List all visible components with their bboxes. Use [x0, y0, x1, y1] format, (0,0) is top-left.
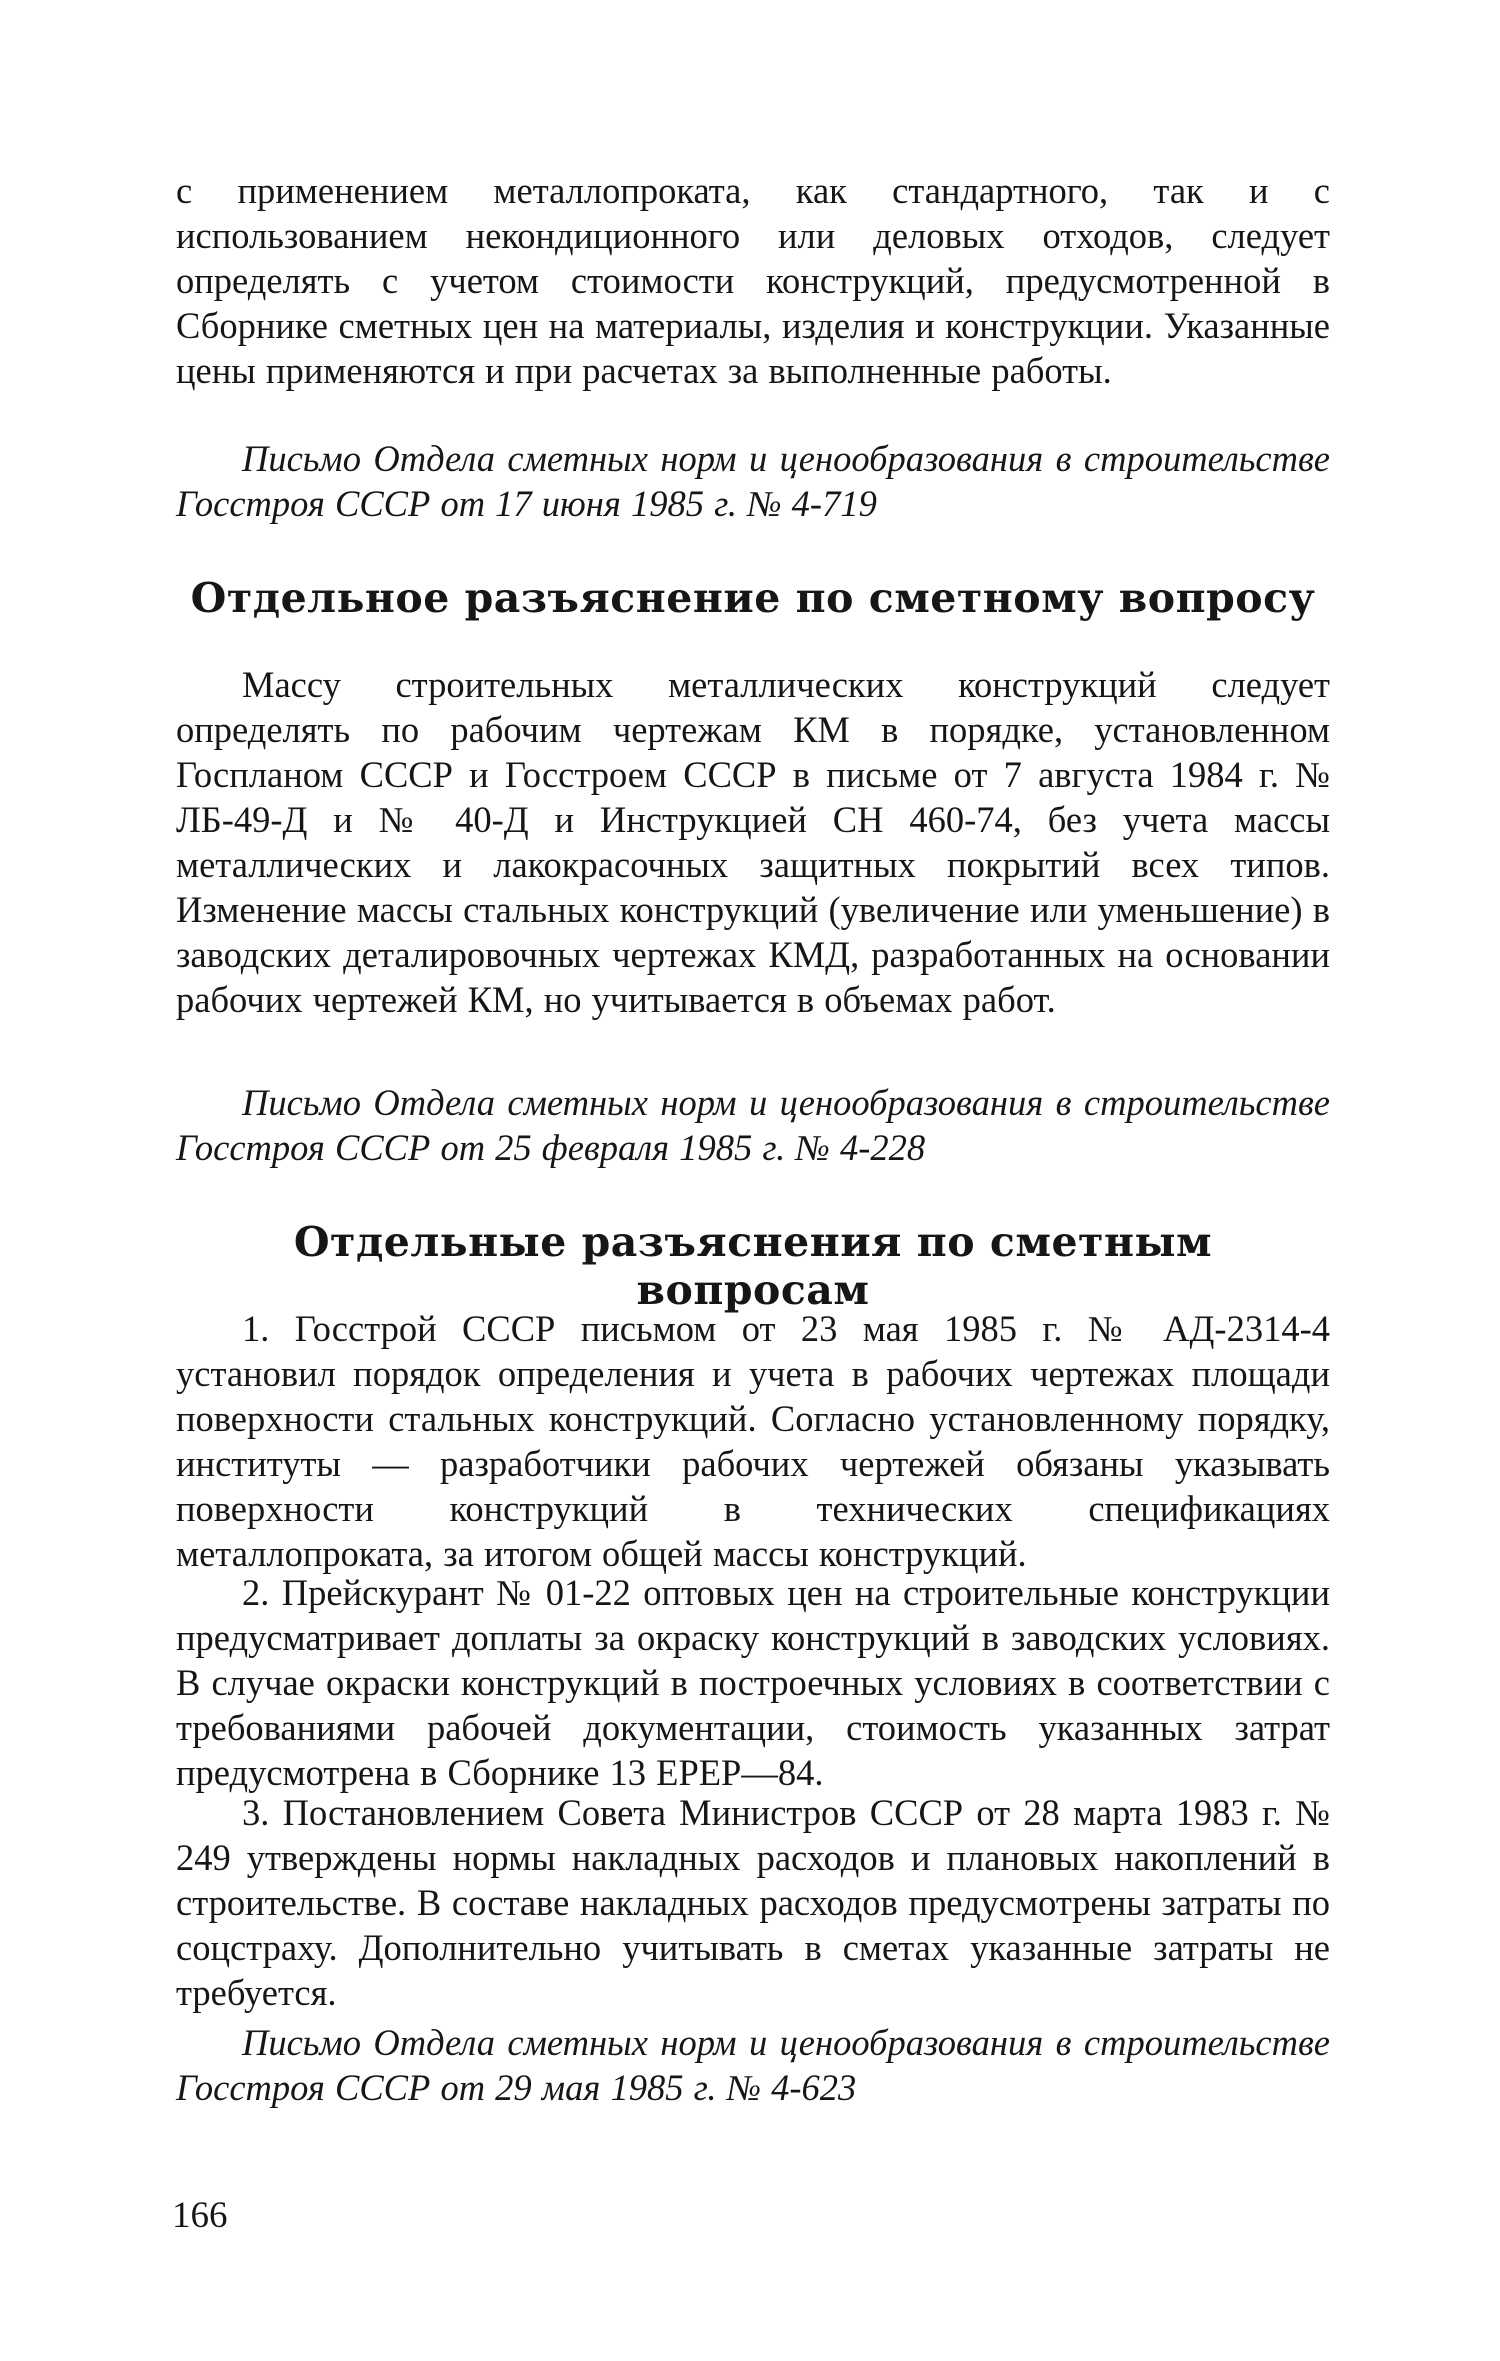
source-note-3: Письмо Отдела сметных норм и ценообразования в строительстве Госстроя СССР от 29 мая 1985 г. № 4-623 [176, 2022, 1330, 2108]
source-note-2: Письмо Отдела сметных норм и ценообразования в строительстве Госстроя СССР от 25 февраля 1985 г. № 4-228 [176, 1082, 1330, 1168]
numbered-item-3: 3. Постановлением Совета Министров СССР от 28 марта 1983 г. № 249 утверждены нормы накладных расходов и плановых накоплений в строительстве. В составе накладных расходов предусмотрены затраты по соцстраху. Дополнительно учитывать в сметах указанные затраты не требуется. [176, 1792, 1330, 2013]
section-heading-2: Отдельные разъяснения по сметным вопросам [293, 1218, 1213, 1314]
source-note-1: Письмо Отдела сметных норм и ценообразования в строительстве Госстроя СССР от 17 июня 1985 г. № 4-719 [176, 438, 1330, 524]
numbered-item-1: 1. Госстрой СССР письмом от 23 мая 1985 г. № АД-2314-4 установил порядок определения и учета в рабочих чертежах площади поверхности стальных конструкций. Согласно установленному порядку, институты — разработчики рабочих чертежей обязаны указывать поверхности конструкций в технических спецификациях металлопроката, за итогом общей массы конструкций. [176, 1308, 1330, 1574]
intro-paragraph: с применением металлопроката, как стандартного, так и с использованием некондиционного или деловых отходов, следует определять с учетом стоимости конструкций, предусмотренной в Сборнике сметных цен на материалы, изделия и конструкции. Указанные цены применяются и при расчетах за выполненные работы. [176, 170, 1330, 391]
section-heading-1: Отдельное разъяснение по сметному вопросу [190, 574, 1316, 622]
numbered-item-2: 2. Прейскурант № 01-22 оптовых цен на строительные конструкции предусматривает доплаты за окраску конструкций в заводских условиях. В случае окраски конструкций в построечных условиях в соответствии с требованиями рабочей документации, стоимость указанных затрат предусмотрена в Сборнике 13 ЕРЕР—84. [176, 1572, 1330, 1793]
page-number: 166 [172, 2195, 228, 2236]
section-1-body: Массу строительных металлических конструкций следует определять по рабочим чертежам КМ в порядке, установленном Госпланом СССР и Госстроем СССР в письме от 7 августа 1984 г. № ЛБ-49-Д и № 40-Д и Инструкцией СН 460-74, без учета массы металлических и лакокрасочных защитных покрытий всех типов. Изменение массы стальных конструкций (увеличение или уменьшение) в заводских деталировочных чертежах КМД, разработанных на основании рабочих чертежей КМ, но учитывается в объемах работ. [176, 664, 1330, 1020]
